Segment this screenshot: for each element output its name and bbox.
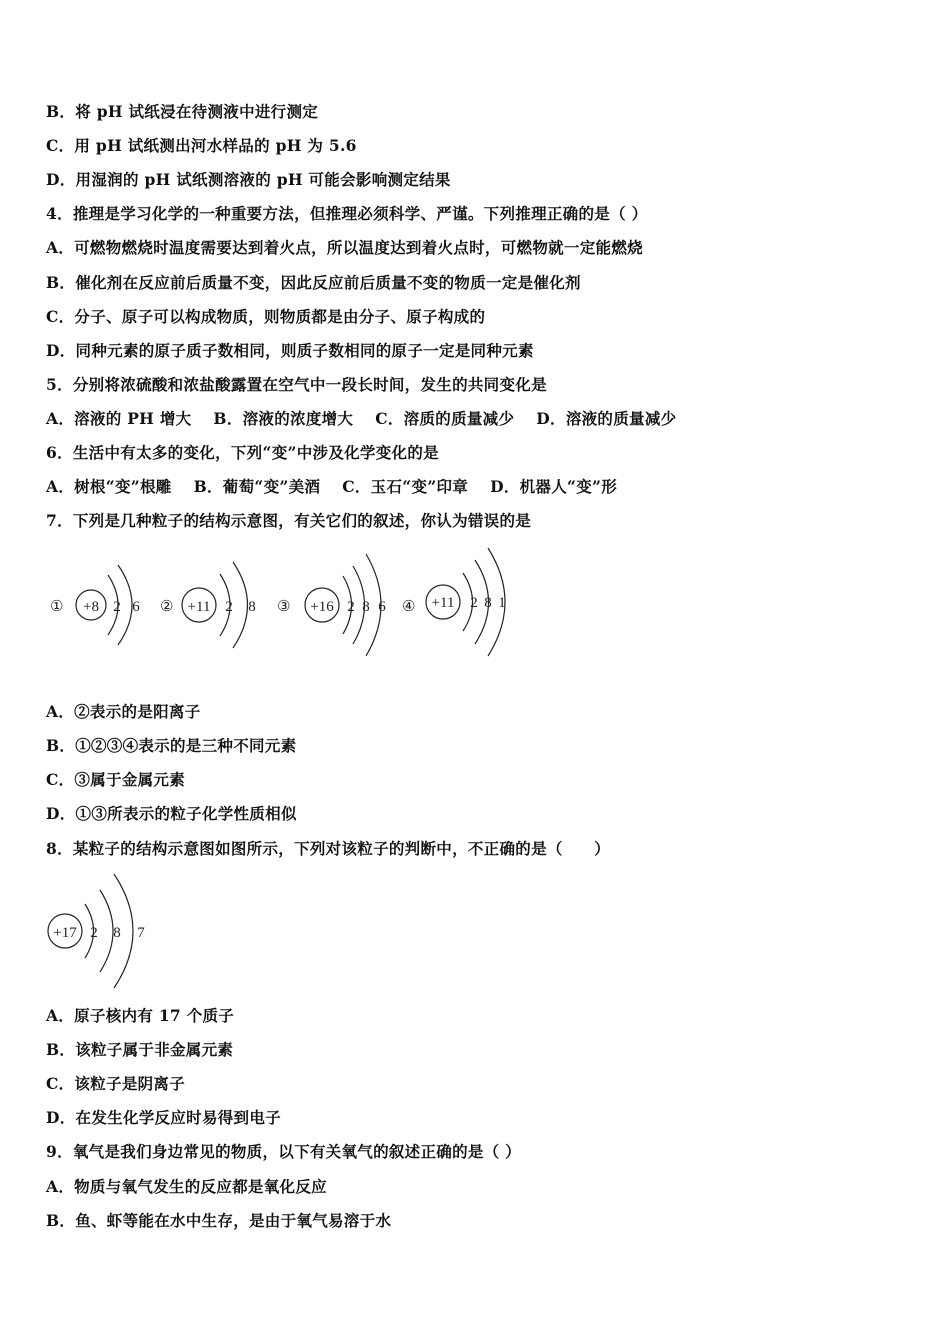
q5-option-d: D．溶液的质量减少 (536, 409, 677, 428)
q9-option-b: B．鱼、虾等能在水中生存，是由于氧气易溶于水 (46, 1211, 392, 1230)
q7-d2-shell-1: 2 (225, 599, 233, 615)
q4-option-c: C．分子、原子可以构成物质，则物质都是由分子、原子构成的 (46, 307, 486, 326)
q6-option-b: B．葡萄“变”美酒 (193, 477, 321, 496)
q7-d2-nucleus: +11 (187, 599, 211, 615)
q7-d4-shell-1: 2 (470, 595, 478, 611)
q5-options (46, 409, 698, 429)
q9-option-a: A．物质与氧气发生的反应都是氧化反应 (46, 1177, 327, 1196)
q8-shell-2: 8 (113, 925, 121, 941)
q5-stem: 5．分别将浓硫酸和浓盐酸露置在空气中一段长时间，发生的共同变化是 (46, 375, 547, 394)
q3-option-b: B．将 pH 试纸浸在待测液中进行测定 (46, 102, 319, 121)
q9-stem: 9．氧气是我们身边常见的物质，以下有关氧气的叙述正确的是（ ） (46, 1142, 521, 1161)
q8-option-b: B．该粒子属于非金属元素 (46, 1040, 234, 1059)
q4-stem: 4．推理是学习化学的一种重要方法，但推理必须科学、严谨。下列推理正确的是（ ） (46, 204, 648, 223)
q7-d3-label: ③ (277, 599, 291, 615)
q3-option-c: C．用 pH 试纸测出河水样品的 pH 为 5.6 (46, 136, 357, 155)
q7-option-d: D．①③所表示的粒子化学性质相似 (46, 804, 297, 823)
q7-d3-shell-3: 6 (378, 599, 386, 615)
q7-d1-label: ① (50, 599, 64, 615)
q8-stem: 8．某粒子的结构示意图如图所示，下列对该粒子的判断中，不正确的是（ ） (46, 839, 611, 858)
q5-option-a: A．溶液的 PH 增大 (46, 409, 192, 428)
q8-nucleus: +17 (53, 925, 77, 941)
q8-shell-arc (100, 890, 113, 972)
q7-option-a: A．②表示的是阳离子 (46, 702, 201, 721)
q6-option-d: D．机器人“变”形 (490, 477, 618, 496)
q7-option-c: C．③属于金属元素 (46, 770, 186, 789)
q7-stem: 7．下列是几种粒子的结构示意图，有关它们的叙述，你认为错误的是 (46, 511, 532, 530)
q7-d2-shell-2: 8 (248, 599, 256, 615)
q7-d2-label: ② (160, 599, 174, 615)
q7-d1-shell-2: 6 (132, 599, 140, 615)
q5-option-c: C．溶质的质量减少 (375, 409, 515, 428)
q7-option-b: B．①②③④表示的是三种不同元素 (46, 736, 297, 755)
q4-option-b: B．催化剂在反应前后质量不变，因此反应前后质量不变的物质一定是催化剂 (46, 273, 581, 292)
q6-options (46, 477, 639, 497)
q6-option-a: A．树根“变”根雕 (46, 477, 172, 496)
q7-d3-shell-2: 8 (362, 599, 370, 615)
q7-d3-shell-1: 2 (347, 599, 355, 615)
q7-d3-nucleus: +16 (310, 599, 334, 615)
q6-option-c: C．玉石“变”印章 (342, 477, 469, 496)
q4-option-a: A．可燃物燃烧时温度需要达到着火点，所以温度达到着火点时，可燃物就一定能燃烧 (46, 238, 643, 257)
q4-option-d: D．同种元素的原子质子数相同，则质子数相同的原子一定是同种元素 (46, 341, 534, 360)
q7-d4-label: ④ (402, 599, 416, 615)
q7-d4-shell-3: 1 (498, 595, 506, 611)
q7-structure-diagrams (40, 540, 520, 660)
q7-d4-nucleus: +11 (431, 595, 455, 611)
q8-shell-1: 2 (90, 925, 98, 941)
q8-option-c: C．该粒子是阴离子 (46, 1074, 186, 1093)
q3-option-d: D．用湿润的 pH 试纸测溶液的 pH 可能会影响测定结果 (46, 170, 451, 189)
q7-d2-shell-arc (233, 562, 248, 648)
q8-option-d: D．在发生化学反应时易得到电子 (46, 1108, 281, 1127)
q7-d4-shell-2: 8 (484, 595, 492, 611)
q7-d1-shell-1: 2 (113, 599, 121, 615)
q6-stem: 6．生活中有太多的变化，下列“变”中涉及化学变化的是 (46, 443, 439, 462)
q8-option-a: A．原子核内有 17 个质子 (46, 1006, 235, 1025)
q5-option-b: B．溶液的浓度增大 (213, 409, 354, 428)
q7-d1-nucleus: +8 (83, 599, 99, 615)
q8-structure-diagram (40, 868, 170, 993)
q8-shell-3: 7 (137, 925, 145, 941)
